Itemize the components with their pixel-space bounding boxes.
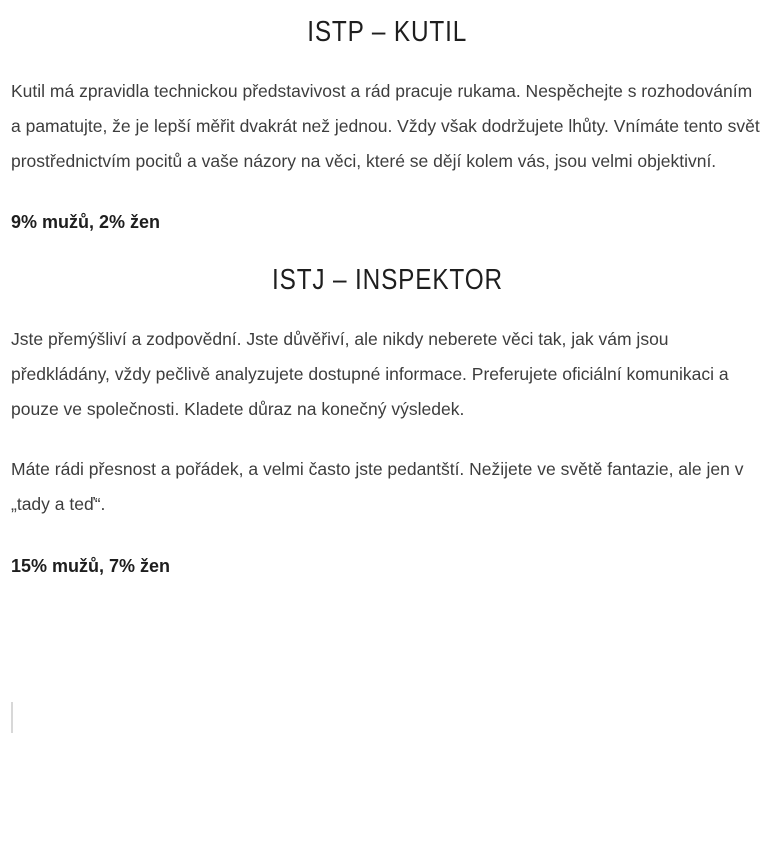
section-istp	[11, 17, 763, 240]
gender-stats-istj: 15% mužů, 7% žen	[11, 556, 171, 576]
article-page	[0, 17, 774, 733]
section-istj	[11, 265, 763, 584]
paragraph-istj-description-2: Máte rádi přesnost a pořádek, a velmi často jste pedantští. Nežijete ve světě fantazie, ale jen v „tady a teď“.	[11, 459, 744, 514]
section-title-istp-text: ISTP – KUTIL	[307, 16, 467, 48]
section-title-istj-text: ISTJ – INSPEKTOR	[271, 264, 503, 296]
paragraph-istp-description: Kutil má zpravidla technickou představivost a rád pracuje rukama. Nespěchejte s rozhodováním a pamatujte, že je lepší měřit dvakrát než jednou. Vždy však dodržujete lhůty. Vnímáte tento svět prostřednictvím pocitů a vaše názory na věci, které se dějí kolem vás, jsou velmi objektivní.	[11, 81, 760, 171]
gender-stats-istp: 9% mužů, 2% žen	[11, 212, 161, 232]
section-title-istp	[11, 17, 763, 47]
section-title-istj	[11, 265, 763, 295]
blockquote-marker	[11, 702, 13, 733]
paragraph-istj-description-1: Jste přemýšliví a zodpovědní. Jste důvěřiví, ale nikdy neberete věci tak, jak vám jsou předkládány, vždy pečlivě analyzujete dostupné informace. Preferujete oficiální komunikaci a pouze ve společnosti. Kladete důraz na konečný výsledek.	[11, 329, 729, 419]
